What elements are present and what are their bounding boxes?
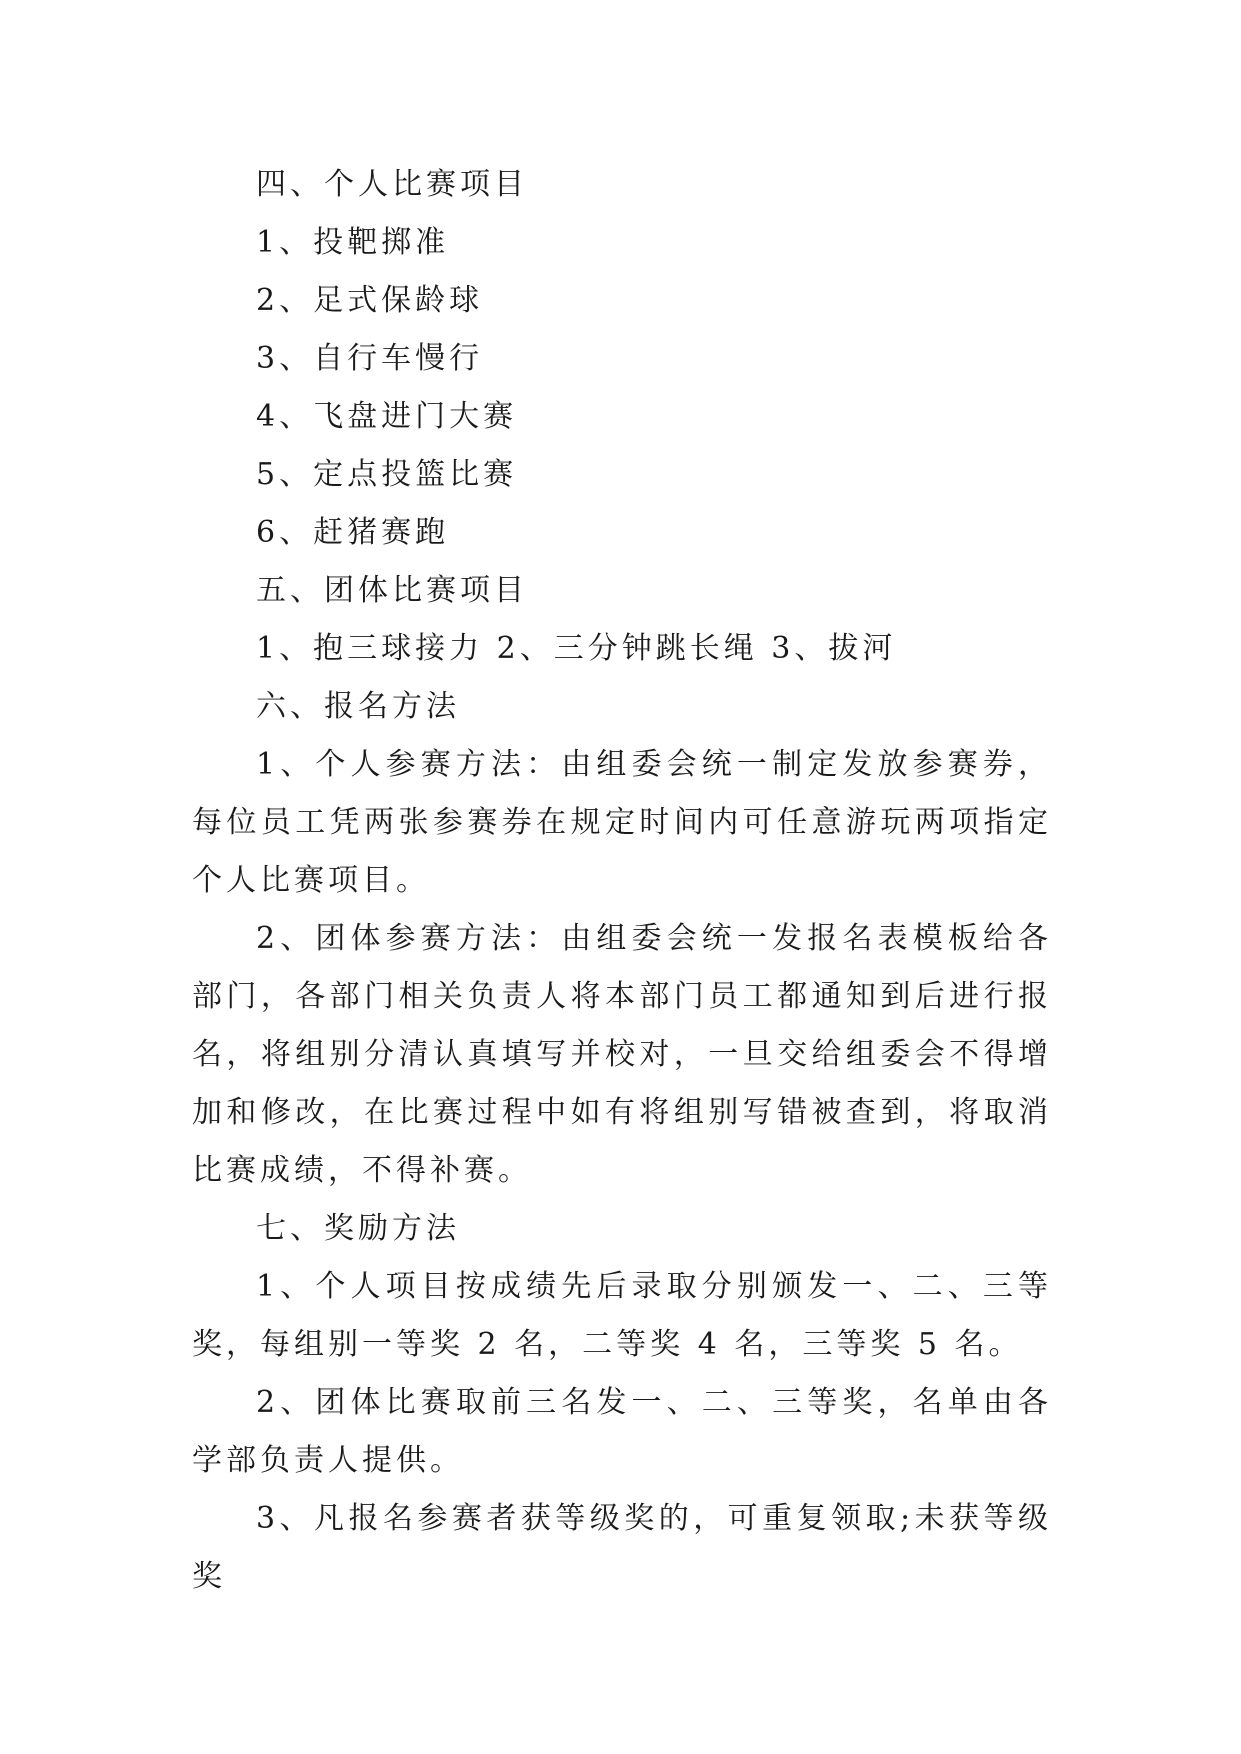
list-item: 6、赶猪赛跑: [256, 515, 450, 550]
paragraph-individual-awards: 1、个人项目按成绩先后录取分别颁发一、二、三等奖，每组别一等奖 2 名，二等奖 4 名，三等奖 5 名。: [192, 1269, 1052, 1362]
list-item: 4、飞盘进门大赛: [256, 399, 518, 434]
section-heading-team-events: 五、团体比赛项目: [256, 573, 528, 608]
team-events-list: 1、抱三球接力 2、三分钟跳长绳 3、拔河: [256, 631, 897, 666]
section-heading-individual-events: 四、个人比赛项目: [256, 167, 528, 202]
document-body: [192, 156, 1052, 1606]
paragraph-team-registration: 2、团体参赛方法：由组委会统一发报名表模板给各部门，各部门相关负责人将本部门员工都通知到后进行报名，将组别分清认真填写并校对，一旦交给组委会不得增加和修改，在比赛过程中如有将组别写错被查到，将取消比赛成绩，不得补赛。: [192, 921, 1052, 1188]
list-item: 3、自行车慢行: [256, 341, 484, 376]
section-heading-registration: 六、报名方法: [256, 689, 460, 724]
list-item: 5、定点投篮比赛: [256, 457, 518, 492]
paragraph-repeat-awards: 3、凡报名参赛者获等级奖的，可重复领取;未获等级奖: [192, 1501, 1052, 1594]
paragraph-team-awards: 2、团体比赛取前三名发一、二、三等奖，名单由各学部负责人提供。: [192, 1385, 1052, 1478]
section-heading-awards: 七、奖励方法: [256, 1211, 460, 1246]
list-item: 2、足式保龄球: [256, 283, 484, 318]
paragraph-individual-registration: 1、个人参赛方法：由组委会统一制定发放参赛券，每位员工凭两张参赛券在规定时间内可任意游玩两项指定个人比赛项目。: [192, 747, 1052, 898]
list-item: 1、投靶掷准: [256, 225, 450, 260]
